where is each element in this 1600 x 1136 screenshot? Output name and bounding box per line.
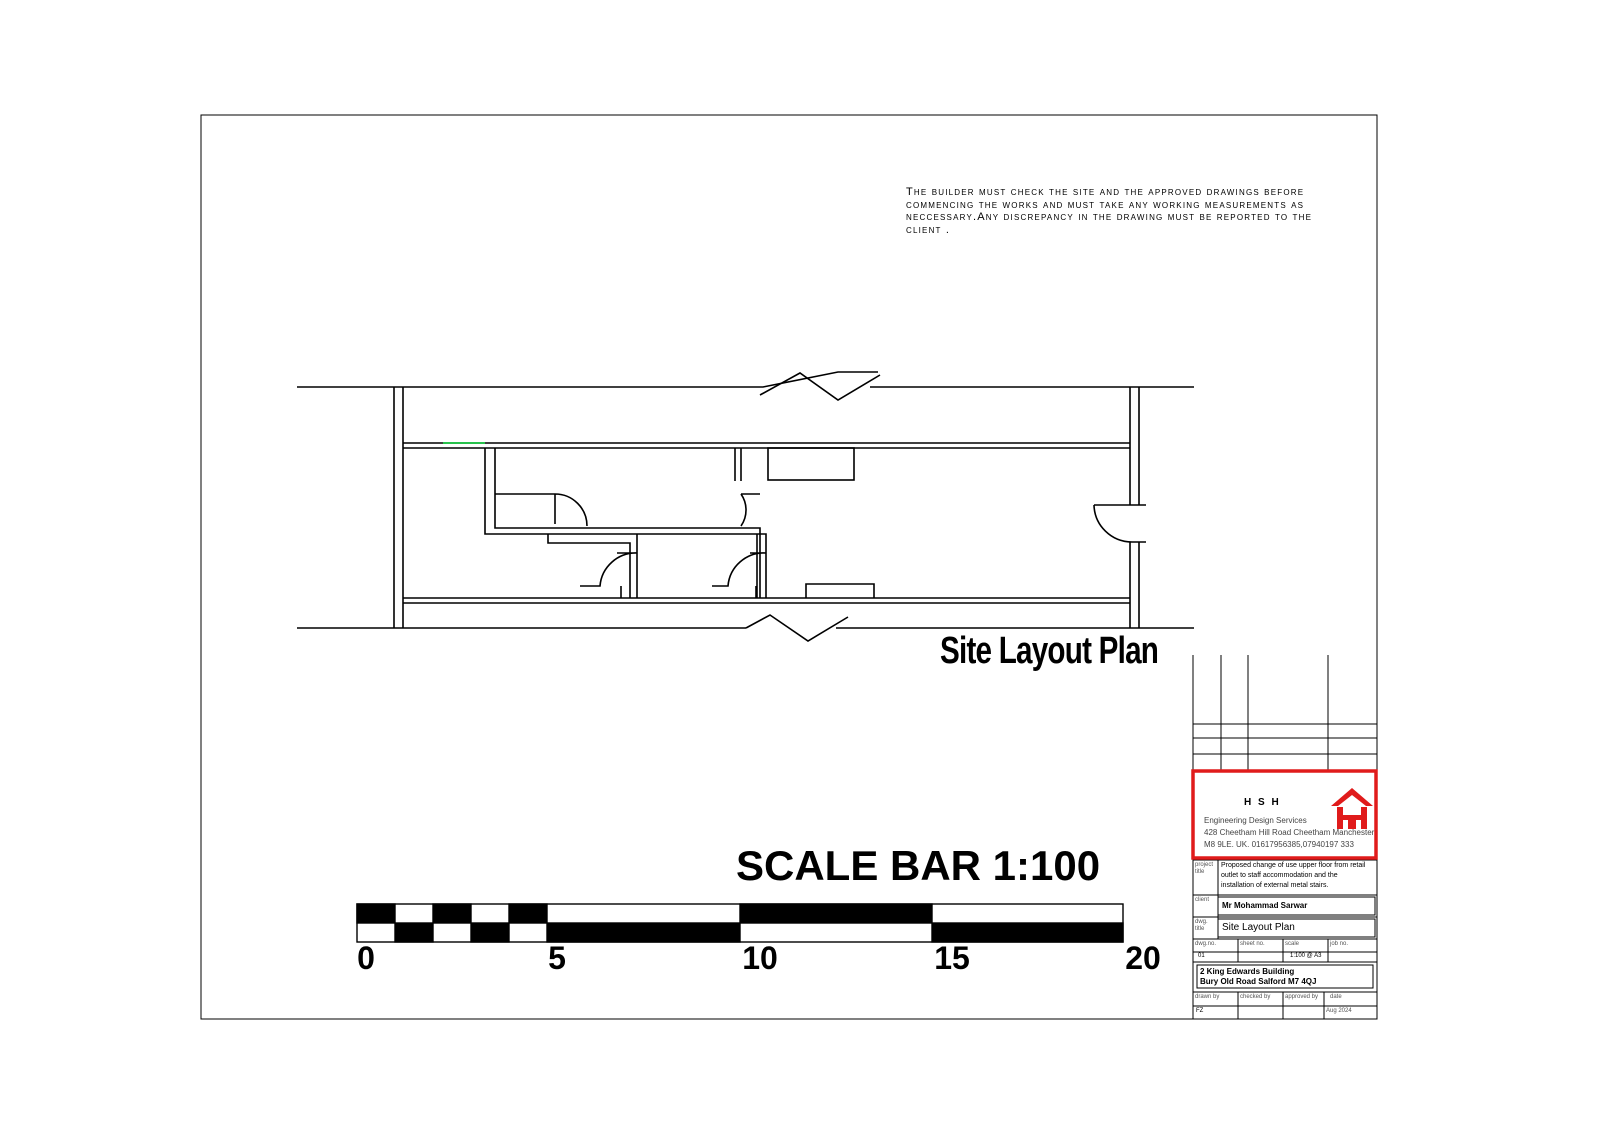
- scale-label: scale: [1285, 941, 1300, 947]
- scale-seg: [395, 923, 433, 942]
- scale-seg: [471, 923, 509, 942]
- drawn-by-label: drawn by: [1195, 994, 1220, 1000]
- scale-seg: [509, 904, 547, 923]
- checked-by-label: checked by: [1240, 994, 1271, 1000]
- date-label: date: [1330, 994, 1342, 1000]
- top-boundary-line: [297, 372, 878, 387]
- project-title-label: project title: [1195, 862, 1214, 875]
- bottom-break-symbol: [746, 615, 848, 641]
- door-swing-1: [555, 494, 587, 526]
- door-swing-5: [1094, 505, 1146, 542]
- scale-tick-label: 15: [934, 940, 970, 976]
- date-value: Aug 2024: [1326, 1008, 1352, 1014]
- job-no-label: job no.: [1330, 941, 1349, 947]
- internal-partition-left-inner: [495, 448, 760, 598]
- client-label: client: [1195, 897, 1210, 903]
- scale-seg: [547, 923, 740, 942]
- floor-plan: [297, 372, 1194, 641]
- company-name: Engineering Design Services: [1204, 816, 1307, 825]
- front-bay: [806, 584, 874, 598]
- door-swing-2: [741, 494, 760, 526]
- scale-seg: [740, 904, 932, 923]
- site-address-line1: 2 King Edwards Building: [1200, 967, 1295, 976]
- builder-note: The builder must check the site and the approved drawings before commencing the works and must take any working measurements as neccessary.Any discrepancy in the drawing must be reported to the client .: [906, 186, 1313, 236]
- dwg-no-value: 01: [1198, 953, 1205, 959]
- scale-seg: [433, 904, 471, 923]
- cupboard-partition: [548, 534, 630, 598]
- sheet-no-label: sheet no.: [1240, 941, 1265, 947]
- dwg-title-value: Site Layout Plan: [1222, 922, 1295, 933]
- scale-tick-label: 5: [548, 940, 566, 976]
- company-initials: H S H: [1244, 797, 1281, 808]
- door-swing-3: [580, 553, 637, 586]
- internal-partition-left: [485, 448, 766, 598]
- scale-tick-label: 20: [1125, 940, 1161, 976]
- scale-bar-title: SCALE BAR 1:100: [736, 842, 1101, 889]
- client-value: Mr Mohammad Sarwar: [1222, 901, 1308, 910]
- house-logo-icon: [1331, 788, 1373, 829]
- dwg-title-label: dwg. title: [1195, 919, 1208, 932]
- site-address-line2: Bury Old Road Salford M7 4QJ: [1200, 977, 1317, 986]
- dwg-no-label: dwg.no.: [1195, 941, 1217, 947]
- scale-tick-label: 0: [357, 940, 375, 976]
- drawn-by-value: FZ: [1196, 1008, 1204, 1014]
- company-address-line2: M8 9LE. UK. 01617956385,07940197 333: [1204, 840, 1354, 849]
- title-block-grid: [1193, 655, 1377, 1019]
- project-title-value: Proposed change of use upper floor from retail outlet to staff accommodation and the installation of external metal stairs.: [1221, 862, 1366, 889]
- rear-fixture-block: [768, 448, 854, 480]
- company-address-line1: 428 Cheetham Hill Road Cheetham Manchester: [1204, 828, 1375, 837]
- plan-title: Site Layout Plan: [940, 630, 1159, 672]
- scale-seg: [357, 904, 395, 923]
- scale-value: 1:100 @ A3: [1290, 953, 1322, 959]
- scale-bar: [357, 904, 1123, 942]
- approved-by-label: approved by: [1285, 994, 1319, 1000]
- scale-tick-label: 10: [742, 940, 778, 976]
- top-break-symbol: [760, 373, 880, 400]
- door-swing-4: [712, 553, 766, 586]
